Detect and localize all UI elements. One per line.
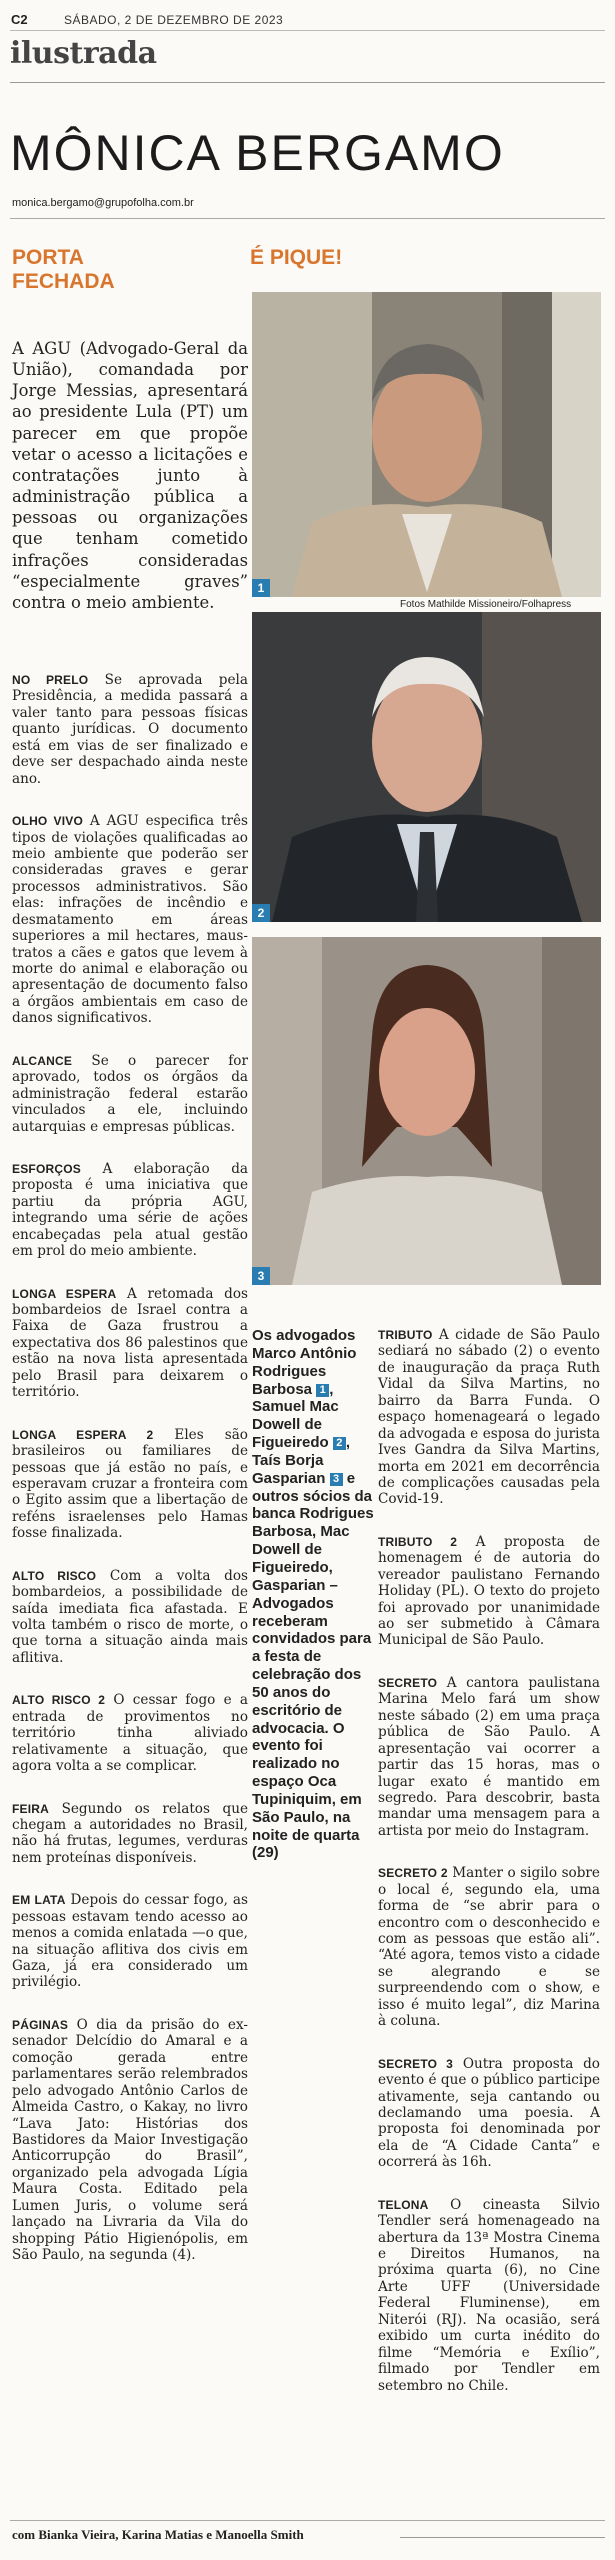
photo-number-badge: 2 (252, 904, 270, 922)
note-text: Outra proposta do evento é que o público participe ativamente, seja cantando ou declamando uma poesia. A proposta foi denominada por ela de “A Cidade Canta” e ocorrerá às 16h. (378, 2055, 600, 2171)
masthead-divider (10, 82, 605, 83)
note (12, 1801, 248, 1867)
note-text: Eles são brasileiros ou familiares de pessoas que já estão no país, e esperavam cruzar a fronteira com o Egito assim que a libertação de reféns israelenses pelo Hamas fosse finalizada. (12, 1426, 248, 1542)
note-tag: FEIRA (12, 1801, 49, 1816)
note-tag: PÁGINAS (12, 2017, 69, 2032)
photo-1[interactable] (252, 292, 601, 597)
note (378, 1865, 600, 2029)
note-tag: TRIBUTO 2 (378, 1534, 458, 1549)
section-name: ilustrada (10, 36, 157, 71)
caption-photo-ref: 3 (330, 1473, 343, 1486)
note-tag: ALTO RISCO 2 (12, 1693, 106, 1708)
photo-number-badge: 3 (252, 1267, 270, 1285)
note-tag: EM LATA (12, 1893, 66, 1908)
caption-text: , Samuel Mac Dowell de Figueiredo (252, 1380, 339, 1452)
note-tag: ALCANCE (12, 1053, 73, 1068)
note-tag: LONGA ESPERA 2 (12, 1427, 154, 1442)
columnist-email[interactable]: monica.bergamo@grupofolha.com.br (12, 197, 194, 209)
note-text: Segundo os relatos que chegam a autoridades no Brasil, não há frutas, legumes, verduras nem proteínas disponíveis. (12, 1800, 249, 1866)
left-notes-column (12, 672, 248, 2289)
note (12, 1692, 248, 1774)
note (12, 672, 248, 787)
note-text: A cidade de São Paulo sediará no sábado (2) o evento de inauguração da praça Ruth Vidal da Silva Martins, no bairro da Barra Funda. O espaço homenageará o legado da advogada e esposa do jurista Ives Gandra da Silva Martins, morta em 2021 em decorrência de complicações causadas pela Covid-19. (378, 1327, 600, 1508)
header-divider (10, 30, 605, 31)
note-tag: NO PRELO (12, 673, 89, 687)
columnist-name: MÔNICA BERGAMO (10, 125, 505, 181)
photo-caption (252, 1327, 382, 1862)
note-text: Se o parecer for aprovado, todos os órgãos da administração federal estarão vinculados a ele, incluindo autarquias e empresas públicas. (12, 1052, 248, 1135)
note-text: A AGU especifica três tipos de violações qualificadas ao meio ambiente que poderão ser consideradas graves e gerar processos administrativos. São elas: infrações de incêndio e desmatamento em áreas superiores a mil hectares, maus-tratos a cães e gatos que levem à morte do animal e elaboração ou apresentação de documento falso a órgãos ambientais em caso de danos significativos. (12, 813, 248, 1027)
portrait-woman-lace-top (252, 937, 601, 1285)
note-text: O cineasta Silvio Tendler será homenageado na abertura da 13ª Mostra Cinema e Direitos Humanos, na próxima quarta (6), no Cine Arte UFF (Universidade Federal Fluminense), em Niterói (RJ). Na ocasião, será exibido um curta inédito do filme “Memória e Exílio”, filmado por Tendler em setembro no Chile. (378, 2196, 600, 2394)
note (12, 1053, 248, 1135)
photo-3[interactable] (252, 937, 601, 1285)
note-text: Depois do cessar fogo, as pessoas estavam tendo acesso ao menos a comida enlatada —o que, na situação aflitiva dos civis em Gaza, já era considerado um privilégio. (12, 1892, 248, 1991)
footer-divider (10, 2520, 605, 2521)
caption-text: , Taís Borja Gasparian (252, 1434, 351, 1487)
note-text: Manter o sigilo sobre o local é, segundo ela, uma forma de “se abrir para o encontro com o desconhecido e com as pessoas que estão ali”. “Até agora, temos visto a cidade se alegrando e se surpreendendo com o show, e isso é muito legal”, diz Marina à coluna. (378, 1865, 600, 2030)
note (12, 813, 248, 1027)
note-tag: ALTO RISCO (12, 1568, 97, 1583)
caption-text: e outros sócios da banca Rodrigues Barbosa, Mac Dowell de Figueiredo, Gasparian – Advogados receberam convidados para a festa de celebração dos 50 anos do escritório de advocacia. O evento foi realizado no espaço Oca Tupiniquim, em São Paulo, na noite de quarta (29) (252, 1469, 374, 1862)
column-divider (10, 218, 605, 219)
page-number: C2 (11, 12, 28, 27)
note-tag: TRIBUTO (378, 1328, 433, 1342)
right-notes-column (378, 1327, 600, 2420)
note (12, 2017, 248, 2264)
contributors-credit: com Bianka Vieira, Karina Matias e Manoella Smith (12, 2527, 304, 2542)
note (12, 1161, 248, 1260)
note (378, 1675, 600, 1839)
note-text: Com a volta dos bombardeios, a possibilidade de saída imediata fica afastada. E volta também o risco de morte, o que torna a situação ainda mais aflitiva. (12, 1567, 248, 1666)
note (12, 1892, 248, 1991)
note (12, 1568, 248, 1667)
portrait-man-beige-jacket (252, 292, 601, 597)
note-tag: SECRETO 2 (378, 1866, 448, 1881)
caption-text: Os advogados Marco Antônio Rodrigues Barbosa (252, 1327, 357, 1398)
note (378, 1327, 600, 1508)
note-tag: SECRETO 3 (378, 2056, 454, 2071)
edition-date: SÁBADO, 2 DE DEZEMBRO DE 2023 (64, 13, 284, 27)
photo-section-title: É PIQUE! (250, 246, 343, 269)
note (378, 1534, 600, 1649)
lead-kicker: PORTA FECHADA (12, 246, 115, 293)
note (378, 2056, 600, 2171)
lead-text: A AGU (Advogado-Geral da União), comandada por Jorge Messias, apresentará ao presidente Lula (PT) um parecer em que propõe vetar o acesso a licitações e contratações junto à administração pública a pessoas ou organizações que tenham cometido infrações consideradas “especialmente graves” contra o meio ambiente. (12, 339, 248, 612)
note-text: A cantora paulistana Marina Melo fará um show neste sábado (2) em uma praça pública de São Paulo. A apresentação vai ocorrer a partir das 15 horas, mas o lugar exato é mantido em segredo. Para descobrir, basta mandar uma mensagem para a artista por meio do Instagram. (378, 1674, 600, 1839)
note-text: A elaboração da proposta é uma iniciativa que partiu da própria AGU, integrando uma série de ações encabeçadas pela atual gestão em prol do meio ambiente. (12, 1160, 248, 1260)
footer-line (400, 2537, 605, 2538)
note-text: Se aprovada pela Presidência, a medida passará a valer tanto para pessoas físicas quanto jurídicas. O documento está em vias de ser finalizado e deve ser despachado ainda neste ano. (12, 672, 249, 787)
note (12, 1427, 248, 1542)
note-tag: ESFORÇOS (12, 1161, 81, 1176)
note (12, 1286, 248, 1401)
photo-number-badge: 1 (252, 579, 270, 597)
note-tag: SECRETO (378, 1675, 438, 1690)
photo-2[interactable] (252, 612, 601, 922)
note-tag: LONGA ESPERA (12, 1286, 117, 1301)
note-tag: TELONA (378, 2197, 429, 2212)
portrait-older-man-dark-suit (252, 612, 601, 922)
photo-credit: Fotos Mathilde Missioneiro/Folhapress (400, 599, 572, 610)
note-text: O dia da prisão do ex-senador Delcídio do Amaral e a comoção gerada entre parlamentares serão relembrados pelo advogado Antônio Carlos de Almeida Castro, o Kakay, no livro “Lava Jato: Histórias dos Bastidores da Maior Investigação Anticorrupção do Brasil”, organizado pela advogada Lígia Maura Costa. Editado pela Lumen Juris, o volume será lançado na Livraria da Vila do shopping Pátio Higienópolis, em São Paulo, na segunda (4). (12, 2016, 248, 2263)
note (378, 2197, 600, 2394)
caption-photo-ref: 1 (316, 1384, 329, 1397)
note-text: A proposta de homenagem é de autoria do vereador paulistano Fernando Holiday (PL). O texto do projeto foi aprovado por unanimidade ao ser submetido à Câmara Municipal de São Paulo. (378, 1533, 601, 1649)
caption-photo-ref: 2 (333, 1437, 346, 1450)
note-text: A retomada dos bombardeios de Israel contra a Faixa de Gaza frustrou a expectativa dos 86 palestinos que estão na nova lista apresentada pelo Brasil para deixarem o território. (12, 1285, 249, 1401)
note-tag: OLHO VIVO (12, 814, 84, 829)
note-text: O cessar fogo e a entrada de provimentos no território tinha aliviado relativamente a situação, que agora volta a se complicar. (12, 1692, 248, 1775)
